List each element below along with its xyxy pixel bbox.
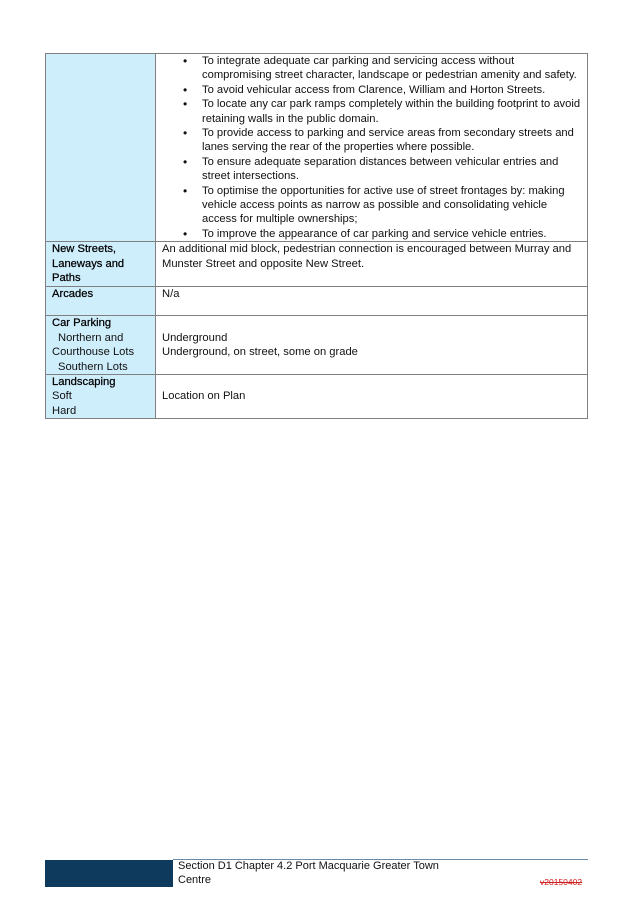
row-sublabel: Hard — [52, 404, 77, 417]
row-label — [46, 287, 156, 316]
list-item: • To optimise the opportunities for active use of street frontages by: making vehicle access points as narrow as possible and consolidating vehicle access for multiple ownerships; — [202, 184, 582, 227]
table-row — [46, 242, 588, 287]
list-item: • To improve the appearance of car parking and service vehicle entries. — [202, 227, 582, 241]
row-sublabel: Soft — [52, 390, 72, 403]
footer-title — [178, 860, 478, 887]
footer-title-line: Section D1 Chapter 4.2 Port Macquarie Greater Town — [178, 860, 439, 872]
table-row — [46, 316, 588, 375]
table-row — [46, 374, 588, 418]
table-row — [46, 287, 588, 316]
footer-title-line: Centre — [178, 873, 212, 886]
list-item: • To integrate adequate car parking and servicing access without compromising street character, landscape or pedestrian amenity and safety. — [202, 54, 582, 83]
table-row — [46, 54, 588, 242]
row-value: Underground, on street, some on grade — [162, 346, 358, 359]
row-label — [46, 316, 156, 375]
row-sublabel: Southern Lots — [58, 360, 128, 373]
spacer — [162, 316, 582, 330]
version-stamp: v20150402 — [540, 877, 583, 887]
row-sublabel — [52, 331, 150, 360]
row-value: Underground — [162, 331, 228, 344]
row-content — [156, 374, 588, 418]
row-content — [156, 316, 588, 375]
row-content: An additional mid block, pedestrian connection is encouraged between Murray and Munster Street and opposite New Street. — [156, 242, 588, 287]
list-item: • To ensure adequate separation distances between vehicular entries and street intersections. — [202, 155, 582, 184]
row-label — [46, 242, 156, 287]
row-label-text: Landscaping — [52, 375, 116, 388]
row-label-text: Arcades — [52, 288, 94, 301]
list-item: • To provide access to parking and service areas from secondary streets and lanes serving the rear of the properties where possible. — [202, 126, 582, 155]
objectives-list — [162, 54, 582, 241]
row-label — [46, 374, 156, 418]
row-content: N/a — [156, 287, 588, 316]
row-content — [156, 54, 588, 242]
controls-table — [45, 53, 588, 419]
row-label-text: New Streets, Laneways and Paths — [52, 243, 125, 285]
row-value: Location on Plan — [162, 390, 246, 403]
row-sublabel-text: Northern and Courthouse Lots — [52, 331, 135, 359]
row-label-text: Car Parking — [52, 317, 112, 330]
spacer — [162, 375, 582, 389]
footer-bar — [45, 860, 173, 887]
row-label-empty — [46, 54, 156, 242]
list-item: • To locate any car park ramps completely within the building footprint to avoid retaining walls in the public domain. — [202, 97, 582, 126]
list-item: • To avoid vehicular access from Clarence, William and Horton Streets. — [202, 83, 582, 97]
